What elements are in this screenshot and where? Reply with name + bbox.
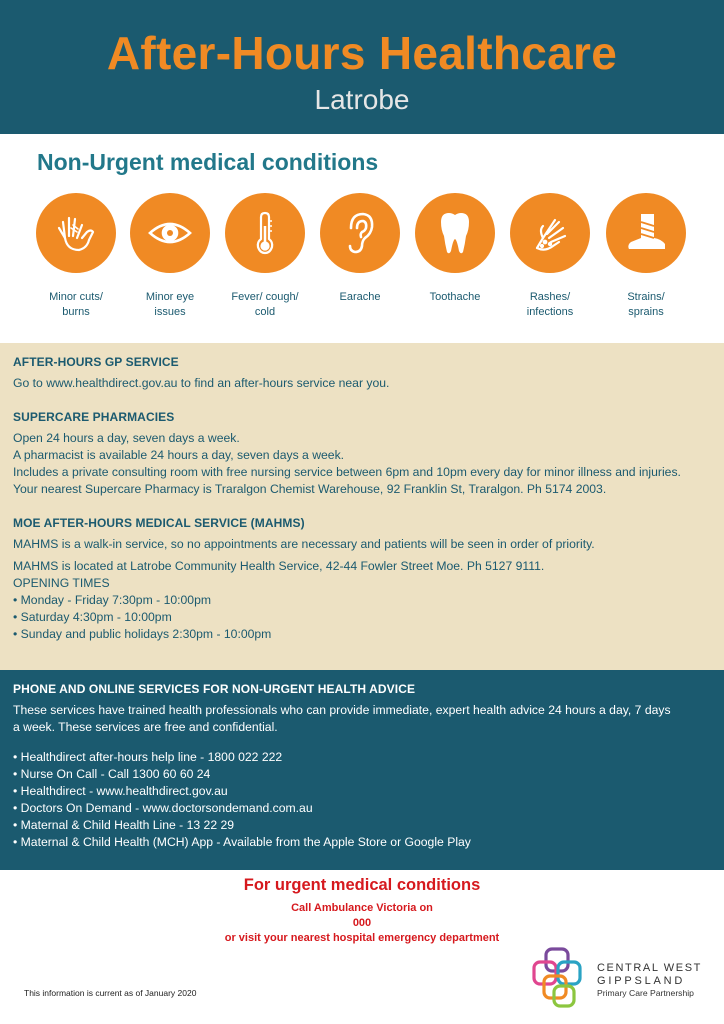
pharmacies-line: A pharmacist is available 24 hours a day, seven days a week. [13, 448, 345, 462]
opening-times-title: OPENING TIMES [13, 576, 110, 590]
urgent-number: 000 [352, 917, 372, 929]
bandaged-foot-icon [606, 193, 686, 273]
page-subtitle: Latrobe [314, 84, 410, 115]
phone-online-item: • Healthdirect - www.healthdirect.gov.au [13, 784, 228, 798]
interlocking-squares-icon [530, 946, 594, 1012]
condition-minor-eye [122, 193, 218, 320]
phone-online-heading: PHONE AND ONLINE SERVICES FOR NON-URGENT HEALTH ADVICE [13, 682, 416, 696]
logo-line-1: CENTRAL WEST [597, 962, 702, 974]
phone-online-item: • Nurse On Call - Call 1300 60 60 24 [13, 767, 211, 781]
opening-times-item: • Sunday and public holidays 2:30pm - 10:00pm [13, 627, 272, 641]
condition-label: Strains/ sprains [627, 291, 665, 318]
tooth-icon [415, 193, 495, 273]
pharmacies-line: Open 24 hours a day, seven days a week. [13, 431, 240, 445]
opening-times-item: • Saturday 4:30pm - 10:00pm [13, 610, 172, 624]
pharmacies-heading: SUPERCARE PHARMACIES [13, 410, 175, 424]
currency-note: This information is current as of January 2020 [24, 988, 197, 998]
pharmacies-line: Your nearest Supercare Pharmacy is Traralgon Chemist Warehouse, 92 Franklin St, Traralgon. Ph 5174 2003. [13, 482, 607, 496]
condition-label: Minor eye issues [145, 291, 195, 318]
condition-label: Fever/ cough/ cold [231, 291, 299, 318]
eye-icon [130, 193, 210, 273]
pharmacies-line: Includes a private consulting room with free nursing service between 6pm and 10pm every day for minor illness and injuries. [13, 465, 681, 479]
gp-service-heading: AFTER-HOURS GP SERVICE [13, 355, 179, 369]
page-title: After-Hours Healthcare [106, 27, 618, 79]
urgent-line: Call Ambulance Victoria on [291, 902, 433, 914]
non-urgent-title: Non-Urgent medical conditions [37, 149, 379, 175]
phone-online-item: • Maternal & Child Health Line - 13 22 29 [13, 818, 235, 832]
mahms-line: MAHMS is a walk-in service, so no appointments are necessary and patients will be seen in order of priority. [13, 537, 595, 551]
gp-service-text: Go to www.healthdirect.gov.au to find an after-hours service near you. [13, 376, 390, 390]
conditions-icon-row [0, 193, 724, 333]
condition-strains [598, 193, 694, 320]
condition-label: Minor cuts/ burns [49, 291, 103, 318]
condition-toothache [407, 193, 503, 305]
condition-earache [312, 193, 408, 305]
condition-minor-cuts [28, 193, 124, 320]
phone-online-section [0, 670, 724, 870]
rash-hand-icon [510, 193, 590, 273]
condition-rashes [502, 193, 598, 320]
condition-fever [217, 193, 313, 320]
urgent-line: or visit your nearest hospital emergency department [224, 932, 500, 944]
condition-label: Rashes/ infections [526, 291, 574, 318]
ear-icon [320, 193, 400, 273]
cwg-pcp-logo [530, 946, 710, 1016]
services-section [0, 343, 724, 670]
hand-icon [36, 193, 116, 273]
header-banner [0, 0, 724, 134]
thermometer-icon [225, 193, 305, 273]
mahms-line: MAHMS is located at Latrobe Community Health Service, 42-44 Fowler Street Moe. Ph 5127 9111. [13, 559, 545, 573]
opening-times-item: • Monday - Friday 7:30pm - 10:00pm [13, 593, 211, 607]
urgent-title: For urgent medical conditions [243, 876, 481, 894]
mahms-heading: MOE AFTER-HOURS MEDICAL SERVICE (MAHMS) [13, 516, 305, 530]
phone-online-item: • Doctors On Demand - www.doctorsondemand.com.au [13, 801, 313, 815]
phone-online-intro: These services have trained health professionals who can provide immediate, expert health advice 24 hours a day, 7 days a week. These services are free and confidential. [13, 703, 671, 734]
condition-label: Toothache [429, 291, 481, 303]
logo-line-3: Primary Care Partnership [597, 988, 694, 998]
logo-line-2: GIPPSLAND [597, 975, 686, 987]
condition-label: Earache [339, 291, 381, 303]
phone-online-item: • Maternal & Child Health (MCH) App - Available from the Apple Store or Google Play [13, 835, 471, 849]
urgent-section [0, 876, 724, 946]
phone-online-item: • Healthdirect after-hours help line - 1800 022 222 [13, 750, 283, 764]
